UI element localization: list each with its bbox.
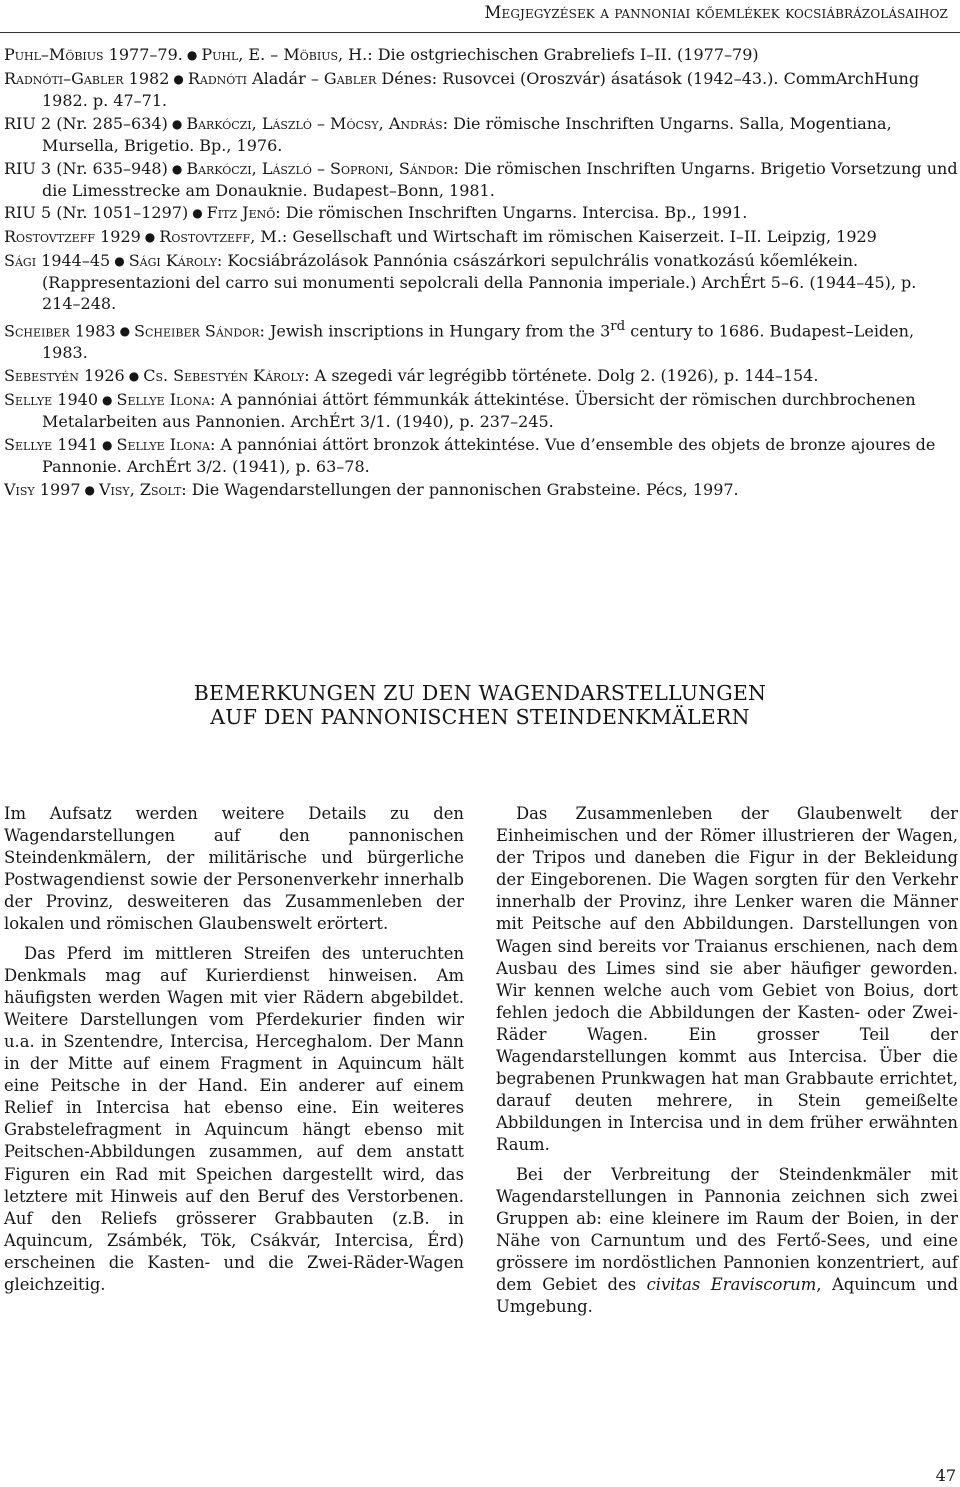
bib-author: Scheiber Sándor: [134, 321, 260, 341]
bullet-icon: ●: [171, 116, 183, 131]
bib-text: : Gesellschaft und Wirtschaft im römischen Kaiserzeit. I–II. Leipzig, 1929: [281, 227, 877, 247]
bib-year: 1929: [100, 227, 141, 247]
bib-key: Sellye: [4, 434, 53, 454]
bullet-icon: ●: [186, 48, 198, 62]
italic-term: civitas Eraviscorum: [646, 1274, 817, 1294]
bib-key: RIU 2 (Nr. 285–634): [4, 113, 168, 133]
bib-entry: [4, 365, 958, 387]
bib-author: Sellye Ilona: [116, 434, 210, 454]
bib-author: Cs. Sebestyén Károly: [143, 366, 305, 386]
bib-key: Sági: [4, 250, 37, 270]
bib-entry: [4, 68, 958, 111]
bib-author: Barkóczi, László – Mócsy, András: [186, 113, 443, 133]
article-title-line-2: AUF DEN PANNONISCHEN STEINDENKMÄLERN: [210, 705, 750, 729]
bib-text: : A pannóniai áttört fémmunkák áttekintése. Übersicht der römischen durchbrochenen Metalarbeiten aus Pannonien. ArchÉrt 3/1. (1940), p. 237–245.: [42, 389, 916, 432]
bib-entry: [4, 158, 958, 201]
header-rule: [0, 32, 960, 33]
running-header: Megjegyzések a pannoniai kőemlékek kocsiábrázolásaihoz: [484, 3, 948, 22]
article-title-line-1: BEMERKUNGEN ZU DEN WAGENDARSTELLUNGEN: [193, 681, 767, 705]
bib-text: : Die römischen Inschriften Ungarns. Brigetio Vorsetzung und die Limesstrecke am Donauknie. Budapest–Bonn, 1981.: [42, 158, 958, 200]
bullet-icon: ●: [102, 437, 113, 452]
bullet-icon: ●: [84, 482, 95, 497]
bib-text-end: century to 1686. Budapest–Leiden, 1983.: [42, 321, 915, 363]
bib-year: 1926: [84, 366, 125, 386]
bib-author: Radnóti: [187, 68, 247, 88]
bib-key: Sellye: [4, 389, 53, 409]
bib-author: Visy, Zsolt: [99, 479, 182, 499]
paragraph: Das Pferd im mittleren Streifen des unteruchten Denkmals mag auf Kurierdienst hinweisen. Am häufigsten werden Wagen mit vier Rädern abgebildet. Weitere Darstellungen vom Pferdekurier finden wir u.a. in Szentendre, Intercisa, Herceghalom. Der Mann in der Mitte auf einem Fragment in Aquincum hält eine Peitsche in der Hand. Ein anderer auf einem Relief in Intercisa hat ebenso eine. Ein weiteres Grabstelefragment in Aquincum hängt ebenso mit Peitschen-Abbildungen zusammen, auf dem anstatt Figuren ein Rad mit Speichen dargestellt wird, das letztere mit Hinweis auf den Beruf des Verstorbenen. Auf den Reliefs grösserer Grabbauten (z.B. in Aquincum, Zsámbék, Tök, Csákvár, Intercisa, Érd) erscheinen die Kasten- und die Zwei-Räder-Wagen gleichzeitig.: [4, 943, 464, 1294]
bib-year: 1944–45: [41, 250, 111, 270]
bib-author: Sellye Ilona: [116, 389, 210, 409]
bib-author: Puhl, E. – Möbius, H.: [201, 45, 368, 64]
paragraph: Das Zusammenleben der Glaubenwelt der Einheimischen und der Römer illustrieren der Wagen, der Tripos und daneben die Figur in der Bekleidung der Eingeborenen. Die Wagen sorgten für den Verkehr innerhalb der Provinz, ihre Lenker waren die Männer mit Peitsche auf den Abbildungen. Darstellungen von Wagen sind bereits vor Traianus erschienen, nach dem Ausbau des Limes sind sie aber häufiger geworden. Wir kennen welche auch vom Gebiet von Boius, dort fehlen jedoch die Abbildungen der Kasten- oder Zwei-Räder Wagen. Ein grosser Teil der Wagendarstellungen kommt aus Intercisa. Über die begrabenen Prunkwagen hat man Grabbaute errichtet, darauf deuten mehrere, in Stein gemeißelte Abbildungen in Intercisa und in dem früher erwähnten Raum.: [496, 804, 958, 1155]
bib-year: 1997: [39, 479, 81, 499]
bib-key: Radnóti–Gabler: [4, 68, 124, 88]
bib-text: : Kocsiábrázolások Pannónia császárkori sepulchrális vonatkozású kőemlékein. (Rappresentazioni del carro sui monumenti sepolcrali della Pannonia imperiale.) ArchÉrt 5–6. (1944–45), p. 214–248.: [42, 250, 917, 314]
article-title: [0, 681, 960, 729]
bullet-icon: ●: [114, 253, 125, 268]
bib-entry: [4, 389, 958, 432]
bullet-icon: ●: [173, 71, 184, 86]
paragraph-text: Bei der Verbreitung der Steindenkmäler mit Wagendarstellungen in Pannonia zeichnen sich zwei Gruppen ab: eine kleinere im Raum der Boien, in der Nähe von Carnuntum und des Fertő-Sees, und eine grössere im nordöstlichen Pannonien konzentriert, auf dem Gebiet des: [496, 1164, 958, 1294]
bib-superscript: rd: [610, 318, 626, 334]
bib-key: Puhl–Möbius: [4, 45, 104, 64]
left-column: [4, 803, 464, 1296]
bullet-icon: ●: [192, 206, 203, 221]
bib-author: Rostovtzeff, M.: [159, 227, 282, 247]
bib-entry: [4, 113, 958, 156]
bib-key: Scheiber: [4, 321, 70, 341]
bib-key: Rostovtzeff: [4, 227, 95, 247]
bib-text: : A pannóniai áttört bronzok áttekintése. Vue d’ensemble des objets de bronze ajoures de Pannonie. ArchÉrt 3/2. (1941), p. 63–78.: [42, 434, 936, 476]
bullet-icon: ●: [119, 324, 131, 339]
bibliography: [4, 44, 958, 502]
bib-author: Barkóczi, László – Soproni, Sándor: [186, 158, 454, 178]
bib-entry: [4, 44, 958, 66]
bib-year: 1940: [57, 389, 99, 409]
paragraph: [496, 1164, 958, 1319]
bullet-icon: ●: [171, 161, 183, 176]
bib-key: Visy: [4, 479, 35, 499]
bib-text: : Die Wagendarstellungen der pannonischen Grabsteine. Pécs, 1997.: [181, 479, 739, 499]
bib-text: Dénes: Rusovcei (Oroszvár) ásatások (1942–43.). CommArchHung 1982. p. 47–71.: [42, 68, 920, 110]
bib-year: 1983: [74, 321, 116, 341]
bib-entry: [4, 250, 958, 315]
bib-text: : Die römischen Inschriften Ungarns. Intercisa. Bp., 1991.: [275, 203, 748, 223]
bib-text: : Jewish inscriptions in Hungary from the 3: [259, 321, 611, 341]
bullet-icon: ●: [102, 392, 113, 407]
bib-text: : A szegedi vár legrégibb története. Dolg 2. (1926), p. 144–154.: [304, 366, 819, 386]
bib-key: RIU 5 (Nr. 1051–1297): [4, 203, 189, 223]
bib-key: RIU 3 (Nr. 635–948): [4, 158, 168, 178]
bib-entry: [4, 202, 958, 224]
bib-author: Fitz Jenő: [206, 203, 276, 223]
bullet-icon: ●: [128, 369, 140, 384]
bib-entry: [4, 316, 958, 364]
bib-year: 1941: [57, 434, 99, 454]
bib-text: : Die römische Inschriften Ungarns. Salla, Mogentiana, Mursella, Brigetio. Bp., 1976.: [42, 113, 892, 155]
right-column: [496, 803, 958, 1318]
page-number: 47: [935, 1466, 956, 1485]
paragraph-end: , Aquincum und Umgebung.: [496, 1274, 959, 1317]
bib-entry: [4, 434, 958, 477]
bib-text: : Die ostgriechischen Grabreliefs I–II. (1977–79): [367, 45, 759, 64]
bib-author2: Gabler: [323, 68, 377, 88]
bib-year: 1982: [128, 68, 170, 88]
bib-year: 1977–79.: [108, 45, 183, 64]
bib-author-rest: Aladár –: [247, 68, 324, 88]
bib-author: Sági Károly: [128, 250, 217, 270]
bullet-icon: ●: [144, 230, 156, 245]
bib-key: Sebestyén: [4, 366, 79, 386]
bib-entry: [4, 226, 958, 248]
paragraph: Im Aufsatz werden weitere Details zu den Wagendarstellungen auf den pannonischen Steindenkmälern, der militärische und bürgerliche Postwagendienst sowie der Personenverkehr innerhalb der Provinz, desweiteren das Zusammenleben der lokalen und römischen Glaubenswelt erörtert.: [4, 804, 464, 934]
bib-entry: [4, 479, 958, 501]
